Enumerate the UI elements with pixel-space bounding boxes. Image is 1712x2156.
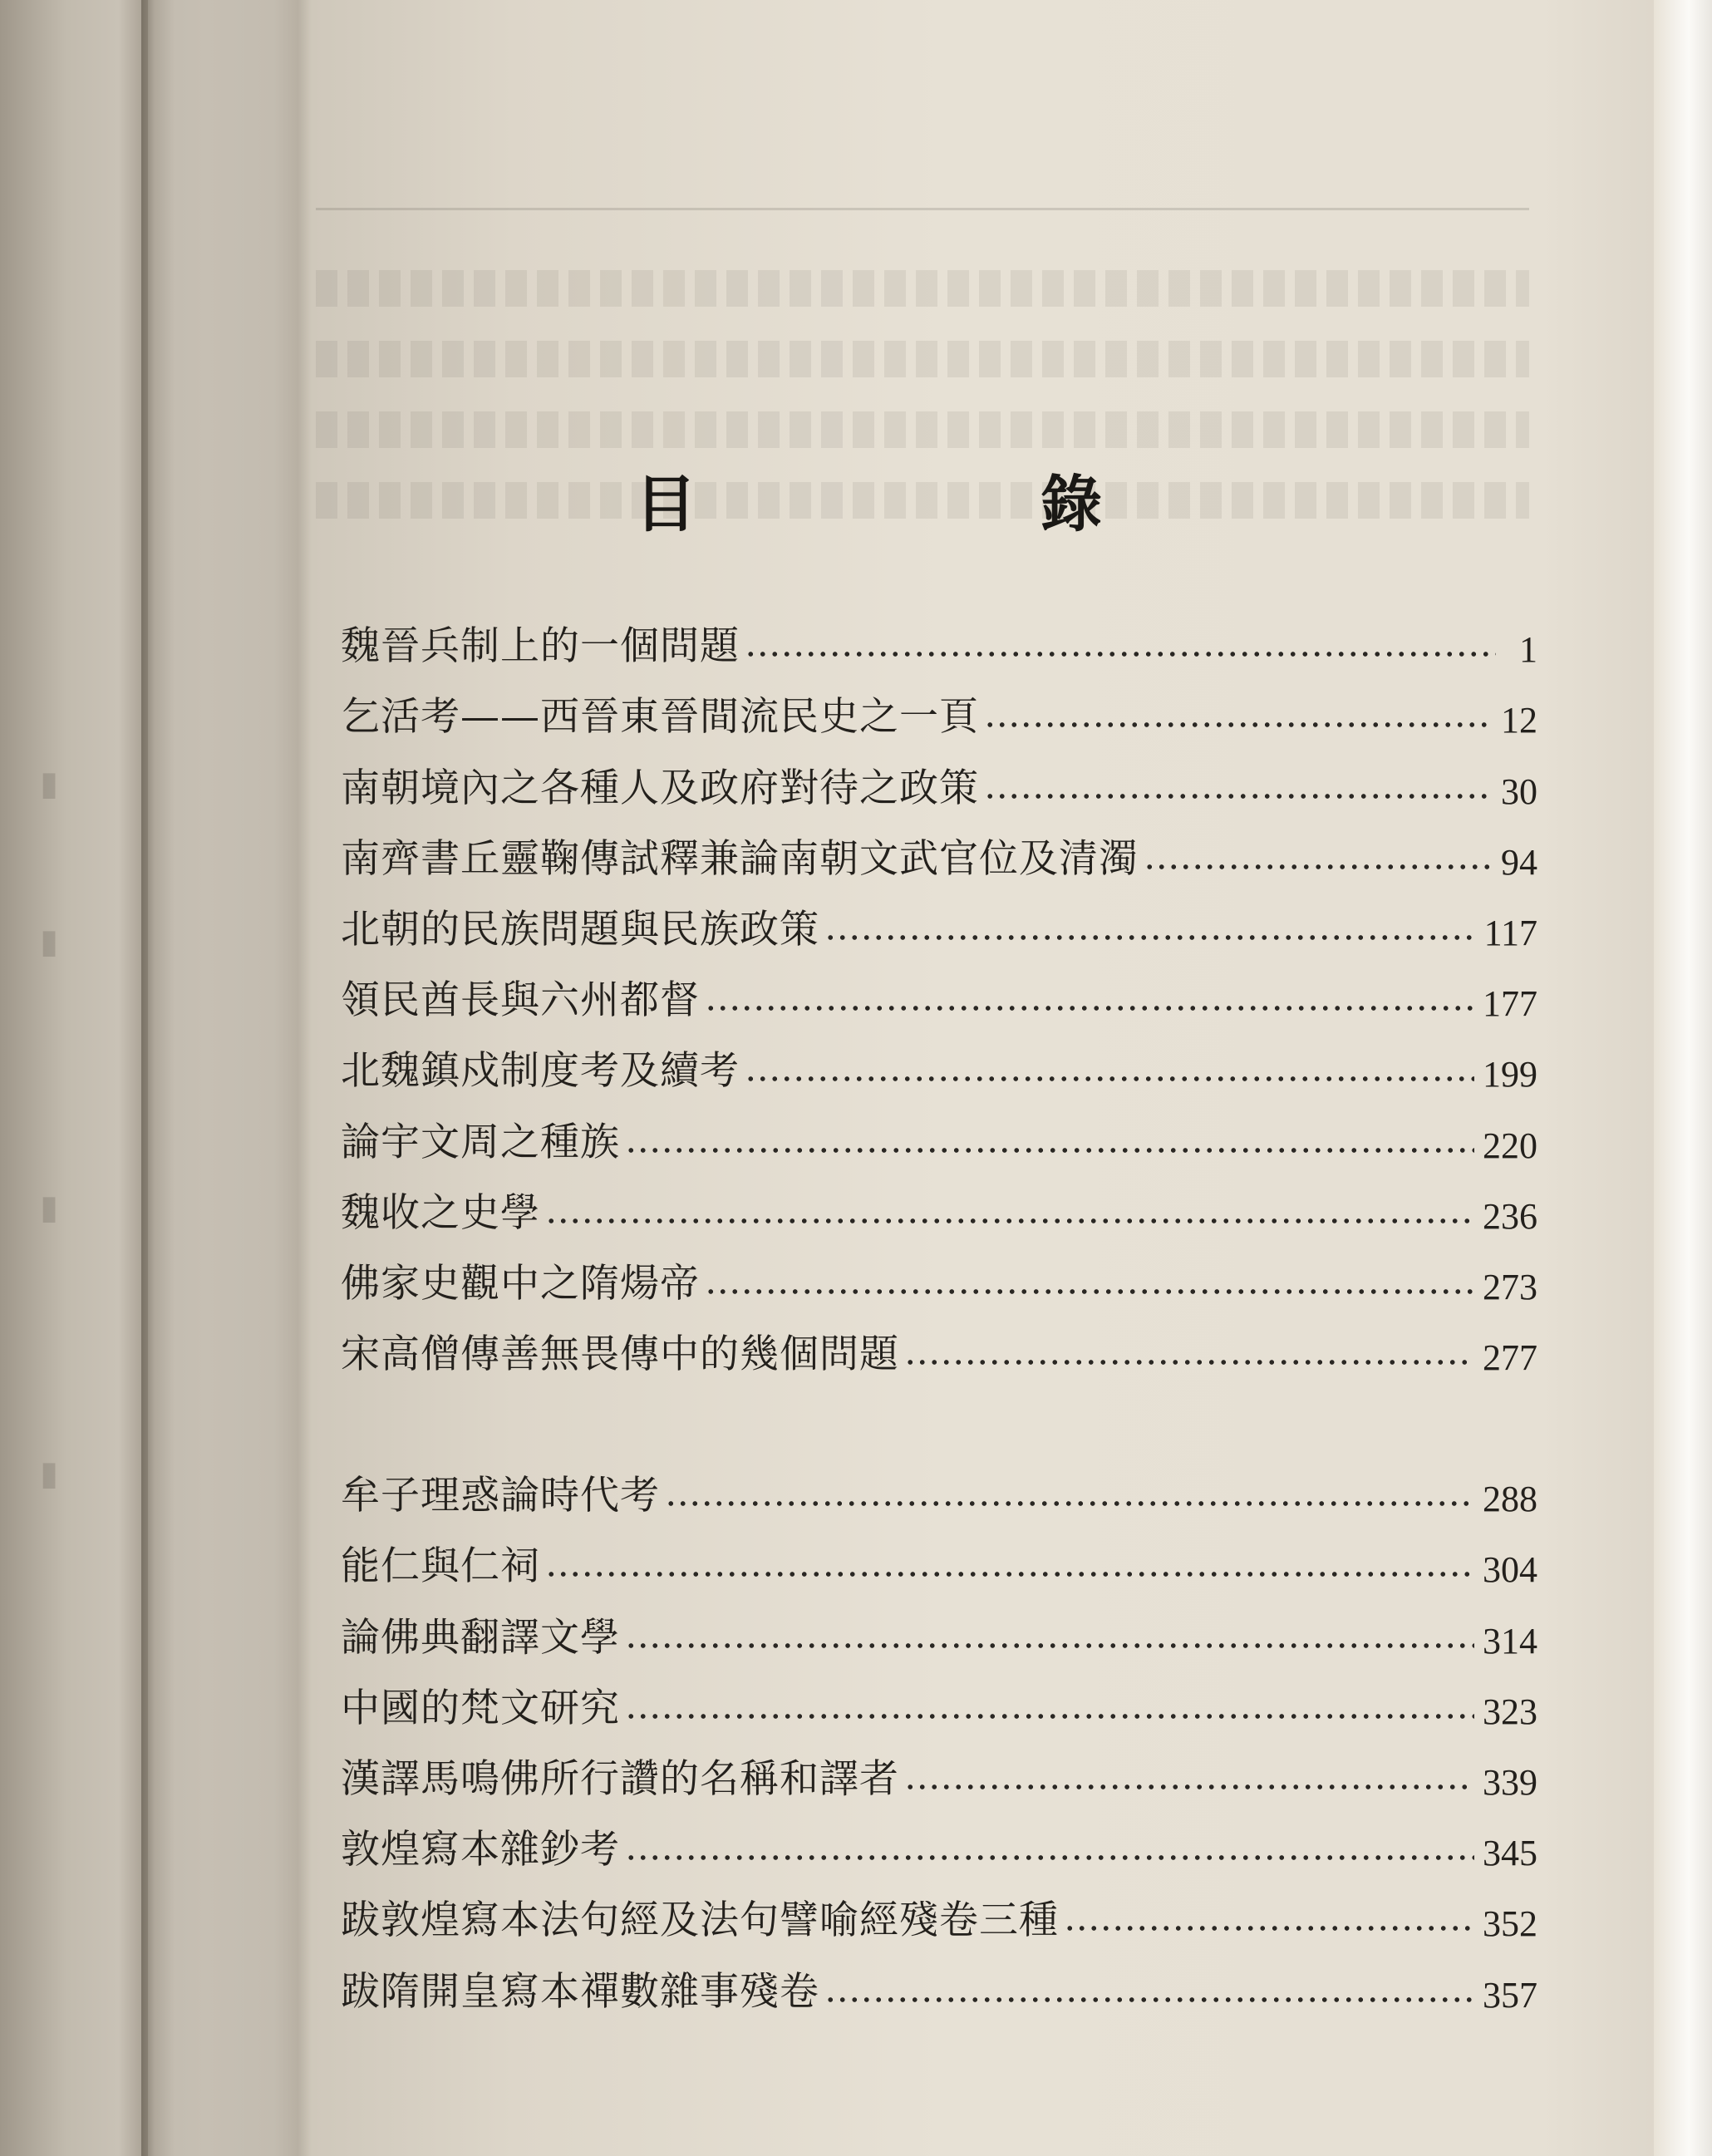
- toc-entry: [341, 600, 1537, 671]
- toc-entry-page: 314: [1483, 1620, 1537, 1661]
- toc-entry-title: 論宇文周之種族: [341, 1119, 620, 1165]
- left-page-bleed-mark: ▮: [40, 1455, 59, 1493]
- dot-leader: [984, 720, 1493, 730]
- toc-entry: [341, 813, 1537, 884]
- dot-leader: [625, 1145, 1474, 1155]
- toc-entry-title: 南朝境內之各種人及政府對待之政策: [341, 765, 979, 811]
- toc-entry-page: 339: [1483, 1762, 1537, 1803]
- toc-entry-title: 能仁與仁祠: [341, 1543, 540, 1590]
- left-page: [0, 0, 148, 2156]
- toc-entry: [341, 1733, 1537, 1804]
- dot-leader: [745, 649, 1496, 659]
- page-edge: [1654, 0, 1712, 2156]
- toc-entry-page: 277: [1483, 1337, 1537, 1379]
- toc-entry-title: 跋敦煌寫本法句經及法句譬喻經殘卷三種: [341, 1898, 1059, 1944]
- toc-entry-page: 220: [1483, 1125, 1537, 1166]
- dot-leader: [1064, 1923, 1474, 1933]
- bleed-row: [316, 411, 1529, 448]
- toc-entry-page: 304: [1483, 1549, 1537, 1591]
- toc-entry: [341, 884, 1537, 954]
- toc-entry-page: 352: [1483, 1903, 1537, 1945]
- table-of-contents: [341, 600, 1537, 2016]
- toc-entry-page: 94: [1501, 841, 1537, 883]
- left-page-bleed-mark: ▮: [40, 765, 59, 803]
- toc-entry-title: 佛家史觀中之隋煬帝: [341, 1260, 700, 1307]
- toc-entry: [341, 1095, 1537, 1166]
- toc-entry: [341, 1308, 1537, 1379]
- bleed-row: [316, 341, 1529, 377]
- dot-leader: [625, 1641, 1474, 1651]
- toc-entry-page: 323: [1483, 1691, 1537, 1732]
- dot-leader: [904, 1782, 1474, 1792]
- left-page-bleed-mark: ▮: [40, 923, 59, 961]
- dot-leader: [705, 1287, 1474, 1297]
- dot-leader: [545, 1216, 1474, 1226]
- left-page-bleed-mark: ▮: [40, 1189, 59, 1227]
- dot-leader: [904, 1357, 1474, 1367]
- toc-entry: [341, 1945, 1537, 2016]
- toc-entry: [341, 1804, 1537, 1874]
- toc-entry-page: 288: [1483, 1479, 1537, 1520]
- toc-entry: [341, 1874, 1537, 1945]
- toc-entry-title: 宋高僧傳善無畏傳中的幾個問題: [341, 1332, 899, 1378]
- toc-entry-title: 魏收之史學: [341, 1189, 540, 1236]
- toc-entry-title: 跋隋開皇寫本禪數雜事殘卷: [341, 1968, 819, 2015]
- dot-leader: [824, 933, 1476, 943]
- toc-entry: [341, 1450, 1537, 1520]
- toc-entry-title: 魏晉兵制上的一個問題: [341, 623, 740, 670]
- dot-leader: [745, 1074, 1474, 1084]
- toc-entry: [341, 1238, 1537, 1308]
- toc-entry: [341, 741, 1537, 812]
- toc-entry-title: 南齊書丘靈鞠傳試釋兼論南朝文武官位及清濁: [341, 835, 1139, 882]
- dot-leader: [984, 791, 1493, 801]
- toc-entry-title: 北朝的民族問題與民族政策: [341, 906, 819, 952]
- toc-entry: [341, 1025, 1537, 1095]
- dot-leader: [1144, 862, 1493, 872]
- dot-leader: [824, 1995, 1474, 2005]
- toc-entry: [341, 1662, 1537, 1733]
- toc-entry-page: 345: [1483, 1833, 1537, 1874]
- toc-entry-page: 236: [1483, 1195, 1537, 1237]
- toc-entry-title: 北魏鎮戍制度考及續考: [341, 1048, 740, 1095]
- toc-entry-page: 199: [1483, 1054, 1537, 1095]
- toc-entry-page: 30: [1501, 770, 1537, 812]
- dot-leader: [545, 1569, 1474, 1579]
- dot-leader: [625, 1711, 1474, 1721]
- bleed-rule: [316, 208, 1529, 210]
- toc-entry-title: 乞活考——西晉東晉間流民史之一頁: [341, 694, 979, 741]
- toc-entry-page: 357: [1483, 1974, 1537, 2016]
- toc-entry-title: 敦煌寫本雜鈔考: [341, 1827, 620, 1873]
- dot-leader: [705, 1003, 1474, 1013]
- book-gutter-shadow: [141, 0, 175, 2156]
- toc-entry-title: 領民酋長與六州都督: [341, 977, 700, 1024]
- bleed-row: [316, 270, 1529, 307]
- toc-entry: [341, 1520, 1537, 1591]
- toc-entry-title: 論佛典翻譯文學: [341, 1614, 620, 1661]
- dot-leader: [665, 1499, 1474, 1509]
- toc-entry: [341, 1167, 1537, 1238]
- toc-entry-title: 漢譯馬鳴佛所行讚的名稱和譯者: [341, 1756, 899, 1802]
- toc-heading: 目 錄: [635, 469, 1243, 540]
- toc-entry-page: 273: [1483, 1266, 1537, 1307]
- toc-entry: [341, 954, 1537, 1025]
- toc-entry-page: 1: [1519, 629, 1537, 671]
- dot-leader: [625, 1853, 1474, 1863]
- toc-entry-page: 12: [1501, 700, 1537, 741]
- toc-entry-page: 117: [1483, 912, 1537, 953]
- toc-entry: [341, 1591, 1537, 1661]
- toc-entry: [341, 671, 1537, 741]
- toc-entry-title: 中國的梵文研究: [341, 1685, 620, 1731]
- toc-entry-page: 177: [1483, 983, 1537, 1025]
- toc-entry-title: 牟子理惑論時代考: [341, 1473, 660, 1519]
